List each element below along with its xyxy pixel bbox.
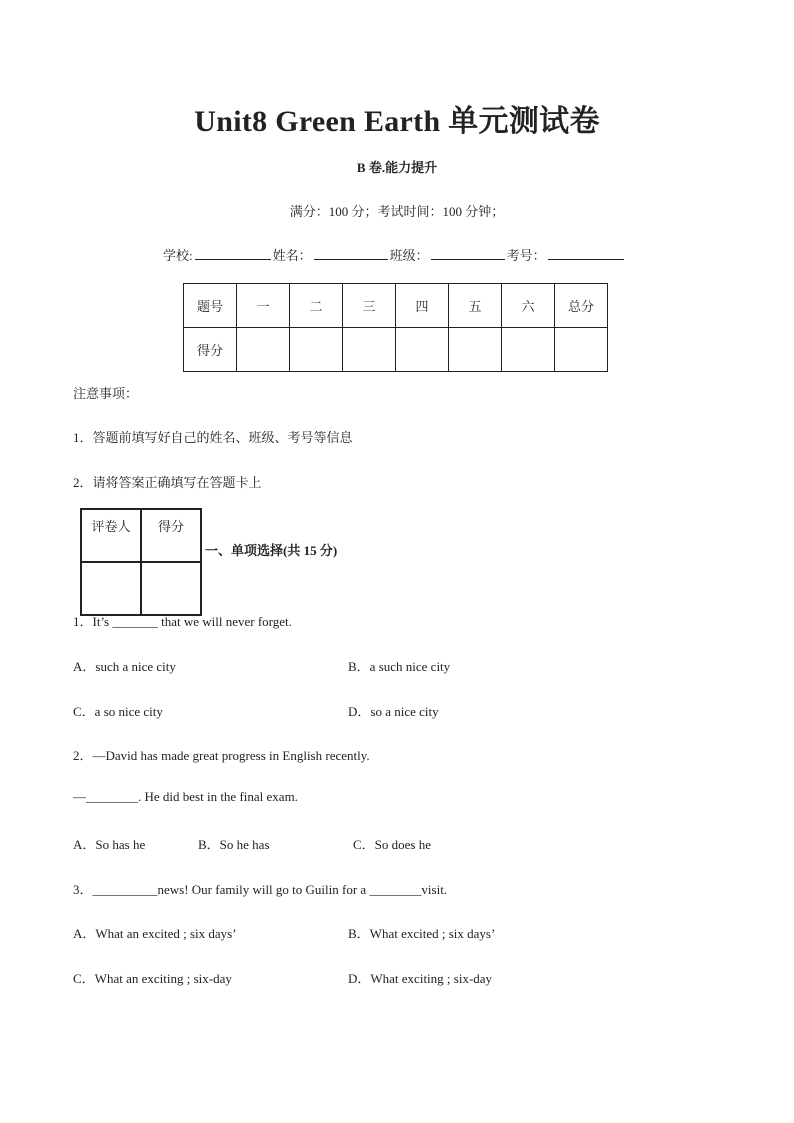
- header-cell: 一: [237, 284, 290, 328]
- score-table-header-row: [184, 284, 608, 328]
- option-c[interactable]: C．a so nice city: [73, 704, 163, 719]
- name-blank[interactable]: [314, 246, 388, 260]
- class-label: 班级：: [389, 248, 429, 263]
- student-info-fields: [163, 245, 626, 264]
- grader-reviewer-cell[interactable]: [81, 562, 141, 615]
- score-cell[interactable]: [449, 328, 502, 372]
- score-cell[interactable]: [396, 328, 449, 372]
- header-cell: 题号: [184, 284, 237, 328]
- grader-score-cell[interactable]: [141, 562, 201, 615]
- score-cell[interactable]: [237, 328, 290, 372]
- option-b[interactable]: B．a such nice city: [348, 659, 451, 674]
- header-cell: 总分: [555, 284, 608, 328]
- score-table-score-row: [184, 328, 608, 372]
- header-cell: 四: [396, 284, 449, 328]
- school-label: 学校:: [163, 248, 193, 263]
- option-a[interactable]: A．So has he: [73, 837, 146, 852]
- grader-table: [80, 508, 202, 616]
- school-blank[interactable]: [195, 246, 271, 260]
- question-stem: 2．—David has made great progress in English recently.: [73, 748, 370, 763]
- number-label: 考号：: [506, 248, 546, 263]
- option-b[interactable]: B．What excited ; six days’: [348, 926, 496, 941]
- option-a[interactable]: A．such a nice city: [73, 659, 176, 674]
- option-c[interactable]: C．What an exciting ; six-day: [73, 971, 232, 986]
- header-cell: 二: [290, 284, 343, 328]
- grader-score-label: 得分: [141, 509, 201, 562]
- number-blank[interactable]: [548, 246, 624, 260]
- score-row-label: 得分: [184, 328, 237, 372]
- note-item: 1．答题前填写好自己的姓名、班级、考号等信息: [73, 430, 353, 445]
- question-stem: 1．It’s _______ that we will never forget.: [73, 614, 292, 629]
- header-cell: 六: [502, 284, 555, 328]
- option-c[interactable]: C．So does he: [353, 837, 432, 852]
- option-d[interactable]: D．so a nice city: [348, 704, 439, 719]
- option-b[interactable]: B．So he has: [198, 837, 270, 852]
- class-blank[interactable]: [431, 246, 505, 260]
- option-a[interactable]: A．What an excited ; six days’: [73, 926, 237, 941]
- note-item: 2．请将答案正确填写在答题卡上: [73, 475, 262, 490]
- grader-reviewer-label: 评卷人: [81, 509, 141, 562]
- header-cell: 三: [343, 284, 396, 328]
- score-cell[interactable]: [502, 328, 555, 372]
- section-title: 一、单项选择(共 15 分): [205, 543, 338, 558]
- header-cell: 五: [449, 284, 502, 328]
- score-cell[interactable]: [343, 328, 396, 372]
- score-cell[interactable]: [290, 328, 343, 372]
- question-stem: 3．__________news! Our family will go to Guilin for a ________visit.: [73, 882, 448, 897]
- question-stem-reply: —________. He did best in the final exam.: [73, 789, 298, 804]
- page-title: Unit8 Green Earth 单元测试卷: [194, 105, 600, 138]
- name-label: 姓名：: [272, 248, 312, 263]
- exam-meta: 满分：100 分；考试时间：100 分钟；: [289, 204, 505, 219]
- score-cell[interactable]: [555, 328, 608, 372]
- notes-title: 注意事项：: [73, 386, 139, 401]
- score-table: [183, 283, 608, 372]
- subtitle: B 卷.能力提升: [356, 160, 438, 175]
- option-d[interactable]: D．What exciting ; six-day: [348, 971, 493, 986]
